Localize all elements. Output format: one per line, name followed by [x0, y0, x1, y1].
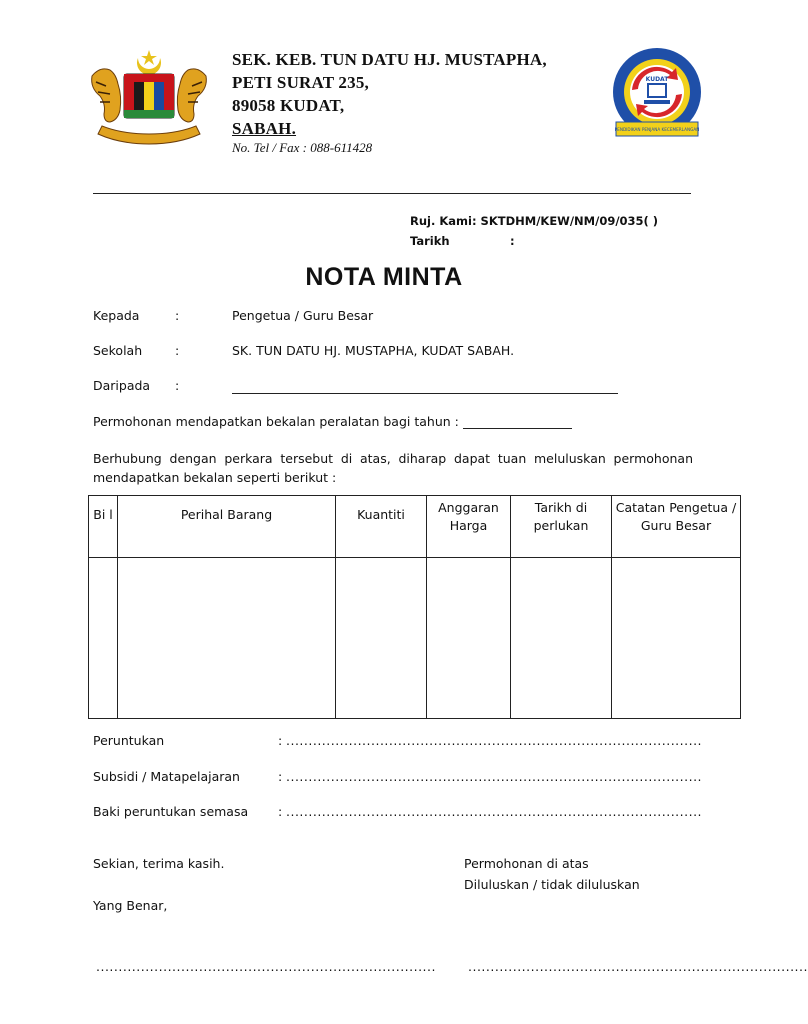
address-line-2: PETI SURAT 235,: [232, 73, 369, 92]
approval-status: Diluluskan / tidak diluluskan: [464, 877, 640, 892]
kepada-value: Pengetua / Guru Besar: [232, 308, 374, 323]
col-perihal-barang: Perihal Barang: [118, 496, 336, 558]
tel-fax: No. Tel / Fax : 088-611428: [232, 140, 373, 155]
permohonan-text: Permohonan mendapatkan bekalan peralatan bagi tahun :: [93, 414, 459, 429]
col-anggaran-harga: Anggaran Harga: [427, 496, 511, 558]
cell-anggaran-harga[interactable]: [427, 558, 511, 719]
date-colon: :: [510, 234, 515, 248]
kepada-label: Kepada: [93, 308, 140, 323]
cell-bil[interactable]: [89, 558, 118, 719]
logo-banner-text: PENDIDIKAN PENJANA KECEMERLANGAN: [614, 127, 700, 132]
col-bil: Bi l: [89, 496, 118, 558]
col-tarikh-diperlukan: Tarikh di perlukan: [511, 496, 612, 558]
daripada-colon: :: [175, 378, 180, 393]
school-logo-icon: [608, 48, 706, 140]
reference-number: Ruj. Kami: SKTDHM/KEW/NM/09/035( ): [410, 214, 659, 228]
baki-label: Baki peruntukan semasa: [93, 804, 249, 819]
col-catatan: Catatan Pengetua / Guru Besar: [612, 496, 741, 558]
baki-field[interactable]: .............................................................................................: [286, 804, 703, 819]
baki-colon: :: [278, 804, 283, 819]
coat-of-arms-icon: [88, 48, 210, 144]
peruntukan-label: Peruntukan: [93, 733, 165, 748]
address-line-3: 89058 KUDAT,: [232, 96, 345, 115]
daripada-field[interactable]: [232, 393, 618, 394]
cell-perihal-barang[interactable]: [118, 558, 336, 719]
header-divider: [93, 193, 691, 194]
logo-center-text: KUDAT: [645, 76, 669, 83]
daripada-label: Daripada: [93, 378, 151, 393]
date-label: Tarikh: [410, 234, 450, 248]
approval-label: Permohonan di atas: [464, 856, 589, 871]
col-kuantiti: Kuantiti: [336, 496, 427, 558]
approver-signature-line[interactable]: ............................................................................: [468, 959, 808, 974]
request-paragraph: Berhubung dengan perkara tersebut di atas, diharap dapat tuan meluluskan permohonan mendapatkan bekalan seperti berikut :: [93, 451, 693, 485]
kepada-colon: :: [175, 308, 180, 323]
peruntukan-field[interactable]: .............................................................................................: [286, 733, 703, 748]
applicant-signature-line[interactable]: ............................................................................: [96, 959, 436, 974]
closing-yang-benar: Yang Benar,: [93, 898, 168, 913]
sekolah-colon: :: [175, 343, 180, 358]
document-title: NOTA MINTA: [305, 263, 463, 291]
subsidi-colon: :: [278, 769, 283, 784]
cell-tarikh[interactable]: [511, 558, 612, 719]
cell-kuantiti[interactable]: [336, 558, 427, 719]
subsidi-field[interactable]: .............................................................................................: [286, 769, 703, 784]
address-line-1: SEK. KEB. TUN DATU HJ. MUSTAPHA,: [232, 50, 547, 69]
closing-thanks: Sekian, terima kasih.: [93, 856, 225, 871]
table-header-row: [89, 496, 741, 558]
peruntukan-colon: :: [278, 733, 283, 748]
items-table: [88, 495, 741, 719]
table-row: [89, 558, 741, 719]
sekolah-label: Sekolah: [93, 343, 143, 358]
sekolah-value: SK. TUN DATU HJ. MUSTAPHA, KUDAT SABAH.: [232, 343, 515, 358]
subsidi-label: Subsidi / Matapelajaran: [93, 769, 240, 784]
cell-catatan[interactable]: [612, 558, 741, 719]
tahun-field[interactable]: [463, 428, 572, 429]
address-line-4: SABAH.: [232, 119, 297, 138]
